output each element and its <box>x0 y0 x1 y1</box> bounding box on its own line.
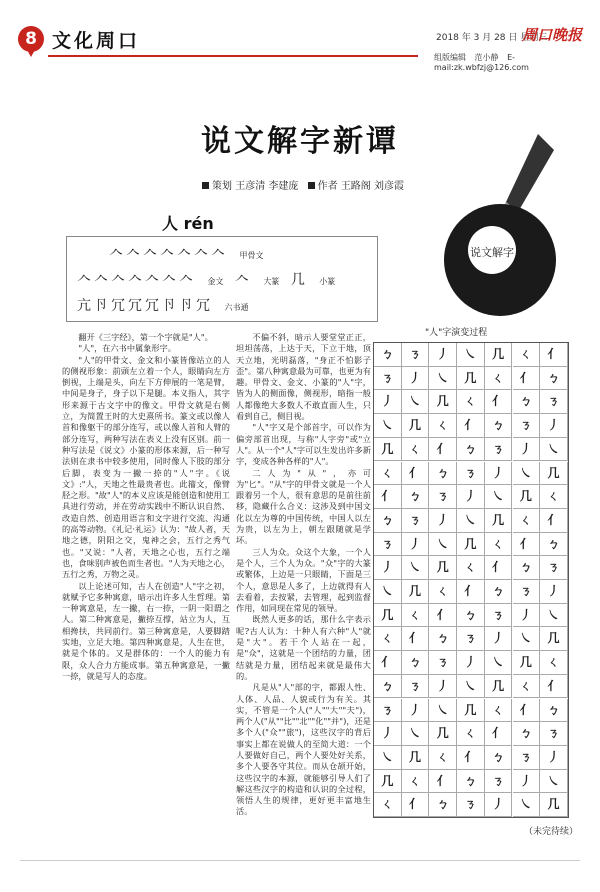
glyph-cell: ㄋ <box>485 604 513 628</box>
credit-planning-names: 王彦清 李建庞 <box>235 181 299 192</box>
glyph-cell: ㄑ <box>485 367 513 391</box>
glyph-cell: 几 <box>429 390 457 414</box>
glyph-cell: ㇏ <box>540 604 568 628</box>
sixbook-glyphs: 亢卪冗冗冗卪卪冗 <box>77 298 213 314</box>
masthead <box>0 0 600 72</box>
glyph-cell: ㄋ <box>374 533 402 557</box>
page-number-badge: 8 <box>18 26 44 52</box>
glyph-cell: 丿 <box>540 746 568 770</box>
glyph-cell: ㇏ <box>374 746 402 770</box>
glyph-cell: ㄋ <box>402 675 430 699</box>
glyph-cell: 丿 <box>485 627 513 651</box>
glyph-cell: 丿 <box>457 651 485 675</box>
glyph-cell: ㇏ <box>457 675 485 699</box>
glyph-cell: ㄅ <box>540 367 568 391</box>
oracle-glyphs: 𠆢𠆢𠆢𠆢𠆢𠆢𠆢 <box>109 246 228 262</box>
glyph-cell: ㄋ <box>374 699 402 723</box>
glyph-cell: 亻 <box>513 533 541 557</box>
glyph-cell: ㄅ <box>485 746 513 770</box>
glyph-cell: ㄋ <box>374 367 402 391</box>
to-be-continued: （未完待续） <box>524 827 579 837</box>
paragraph: 翻开《三字经》，第一个字就是"人"。 <box>78 332 213 342</box>
oracle-row <box>109 243 267 263</box>
glyph-cell: ㄋ <box>457 462 485 486</box>
glyph-cell: ㄋ <box>513 746 541 770</box>
editor-name: 范小静 <box>474 53 499 62</box>
glyph-cell: 丿 <box>513 770 541 794</box>
glyph-cell: 丿 <box>402 367 430 391</box>
glyph-cell: ㄑ <box>513 343 541 367</box>
glyph-cell: ㄑ <box>457 556 485 580</box>
credit-author-names: 王路阁 刘彦霞 <box>340 181 404 192</box>
glyph-cell: ㄑ <box>402 438 430 462</box>
glyph-cell: ㄑ <box>374 462 402 486</box>
glyph-cell: 几 <box>402 580 430 604</box>
glyph-cell: ㄑ <box>485 699 513 723</box>
glyph-cell: ㄅ <box>485 580 513 604</box>
glyph-cell: 丿 <box>402 533 430 557</box>
glyph-cell: 亻 <box>540 675 568 699</box>
small-seal-label: 小篆 <box>319 277 336 286</box>
glyph-cell: ㇏ <box>374 414 402 438</box>
glyph-cell: ㇏ <box>429 533 457 557</box>
glyph-cell: 几 <box>402 746 430 770</box>
glyph-cell: ㄅ <box>402 485 430 509</box>
glyph-cell: ㇏ <box>513 462 541 486</box>
glyph-cell: 几 <box>374 438 402 462</box>
glyph-cell: ㄅ <box>374 509 402 533</box>
paragraph: 既然人更多的话，那什么字表示呢?古人认为：十种人有六种"人"就是"大"。若干个人站在一起，是"众"，这就是一个团结的力量，团结就是力量，团结起来就是最伟大的。 <box>236 614 371 681</box>
glyph-cell: 丿 <box>540 580 568 604</box>
glyph-cell: ㄅ <box>457 438 485 462</box>
glyph-cell: ㄑ <box>429 746 457 770</box>
glyph-cell: ㄅ <box>513 722 541 746</box>
paragraph: "人"的甲骨文、金文和小篆皆像站立的人的侧视形象：前頭左立着一个人，眼睛向左方倒视，上端是头，向左下方伸展的一笔是臂，中间是身子，身子以下是腿。本义指人，其字形来源于古文字中的像文。甲骨文就是右侧立，为简置王时的大史熹所书。篆文或以像人首和像躯干的部分连写，或以像人首和人臂的部分连写，两种写法在表义上没有区别。前一种写法是《说文》小篆的形体来源，后一种写法则在隶书中较多使用，同时像人下肢的部分后脚，表变为一撇一捺的"人"字。《说文》:"人，天地之性最贵者也。此籀文，像臂胫之形。"故"人"的本义应该是能创造和使用工具进行劳动，并在劳动实践中不断认识自然、改造自然、创造用语言和文字进行交流、沟通的高等动物。《礼记·礼运》认为："故人者，天地之德，阴阳之交，鬼神之会，五行之秀气也。"又说："人者，天地之心也，五行之端也，食味别声被色而生者也。"人为天地之心，五行之秀，万物之灵。 <box>62 354 230 580</box>
paragraph: 凡是从"人"部的字，都跟人性、人体、人品、人貌或行为有关。其实，不管是一个人("人""大""夫")，两个人("从""比""北""化""并")，还是多个人("众""旅")，这些汉字的背后事实上都在说做人的至简大道：一个人要做好自己，两个人要处好关系，多个人要各守其位。而从仓颉开始，这些汉字的本源，就能够引导人们了解这些汉字的构造和认识的全过程，领悟人生的规律，更好更丰富地生活。 <box>236 682 371 817</box>
glyph-cell: ㄋ <box>402 509 430 533</box>
glyph-cell: 丿 <box>513 604 541 628</box>
glyph-cell: 几 <box>374 770 402 794</box>
glyph-cell: ㇏ <box>513 793 541 817</box>
glyph-cell: 亻 <box>540 343 568 367</box>
bronze-glyphs: 𠆢𠆢𠆢𠆢𠆢𠆢𠆢 <box>77 272 196 288</box>
glyph-cell: 亻 <box>540 509 568 533</box>
glyph-cell: 几 <box>429 556 457 580</box>
paragraph: "人"字又是个部首字，可以作为偏旁部首出现，与称"人字旁"或"立人"。从一个"人"字可以生发出许多新字，变成各种各样的"人"。 <box>236 422 371 467</box>
glyph-cell: 几 <box>540 627 568 651</box>
glyph-cell: ㄅ <box>513 390 541 414</box>
bronze-row <box>77 269 339 289</box>
glyph-cell: 丿 <box>485 793 513 817</box>
glyph-cell: ㄋ <box>429 651 457 675</box>
glyph-cell: ㄑ <box>429 414 457 438</box>
glyph-cell: 亻 <box>429 604 457 628</box>
large-seal-label: 大篆 <box>263 277 280 286</box>
glyph-cell: 几 <box>402 414 430 438</box>
glyph-cell: 亻 <box>402 627 430 651</box>
article-title: 说文解字新谭 <box>201 124 399 159</box>
glyph-cell: ㇏ <box>540 770 568 794</box>
ink-seal-illustration <box>426 132 574 320</box>
body-column-2 <box>236 332 371 818</box>
glyph-cell: ㄅ <box>485 414 513 438</box>
glyph-cell: 亻 <box>402 793 430 817</box>
glyph-cell: 丿 <box>429 509 457 533</box>
map-pin-icon <box>26 48 36 57</box>
body-column-1 <box>62 332 230 682</box>
character-heading: 人 rén <box>162 214 214 233</box>
editor-line <box>434 52 600 72</box>
glyph-cell: 几 <box>429 722 457 746</box>
glyph-cell: 亻 <box>374 651 402 675</box>
glyph-cell: ㄅ <box>429 462 457 486</box>
glyph-cell: 亻 <box>374 485 402 509</box>
glyph-cell: ㄅ <box>429 627 457 651</box>
editor-email: E-mail:zk.wbfzj@126.com <box>434 53 529 72</box>
glyph-cell: 亻 <box>485 722 513 746</box>
glyph-cell: 丿 <box>429 675 457 699</box>
glyph-cell: 几 <box>513 651 541 675</box>
credit-author-label: 作者 <box>317 181 338 192</box>
glyph-cell: ㄑ <box>402 770 430 794</box>
glyph-cell: ㄋ <box>540 556 568 580</box>
issue-date: 2018 年 3 月 28 日 星期三 <box>436 33 548 43</box>
glyph-cell: ㇏ <box>402 556 430 580</box>
glyph-cell: ㄅ <box>429 793 457 817</box>
glyph-cell: ㇏ <box>485 485 513 509</box>
sixbook-label: 六书通 <box>224 303 249 312</box>
glyph-cell: 几 <box>457 699 485 723</box>
glyph-cell: 几 <box>485 343 513 367</box>
glyph-cell: ㄑ <box>402 604 430 628</box>
bronze-label: 金文 <box>207 277 224 286</box>
paragraph: "人"，在六书中属象形字。 <box>78 343 176 354</box>
footer-rule <box>20 860 580 861</box>
paragraph: 二人为"从"，亦可为"匕"。"从"字的甲骨文就是一个人跟着另一个人，很有意思的是前往前移，隐藏什么合义：这涉及到中国文化以左为尊的中国传统，中国人以左为贵，以左为上，朝左跟随就是学坏。 <box>236 467 371 546</box>
paragraph: 不偏不斜，暗示人要堂堂正正，坦坦荡荡，上达于天，下立于地，顶天立地，光明磊落，"身正不怕影子歪"。第八种寓意最为可靠，也更为有趣。甲骨文、金文、小篆的"人"字，皆为人的侧面像，侧视形，暗指一般人都像绝大多数人不敢直面人生，只看到自己，侧目视。 <box>236 332 371 422</box>
glyph-cell: 亻 <box>457 580 485 604</box>
glyph-cell: ㄋ <box>513 580 541 604</box>
glyph-chart <box>66 236 378 322</box>
glyph-cell: ㄑ <box>374 627 402 651</box>
glyph-cell: ㄅ <box>457 770 485 794</box>
glyph-cell: 几 <box>485 675 513 699</box>
paragraph: 三人为众。众这个大象，一个人是个人，三个人为众。"众"字的大篆或繁体，上边是一只眼睛，下面是三个人，意思是人多了，上边就得有人去看着，去按紧，去管理，起到监督作用，如同现在常见的领导。 <box>236 546 371 614</box>
glyph-evolution-grid <box>373 342 569 818</box>
oracle-label: 甲骨文 <box>239 251 264 260</box>
glyph-cell: 亻 <box>429 770 457 794</box>
glyph-cell: ㇏ <box>429 699 457 723</box>
glyph-cell: ㄋ <box>540 390 568 414</box>
glyph-cell: 丿 <box>374 390 402 414</box>
glyph-cell: ㇏ <box>429 367 457 391</box>
header-divider <box>48 55 418 57</box>
glyph-cell: 丿 <box>374 722 402 746</box>
sixbook-row <box>77 295 252 315</box>
glyph-cell: ㄋ <box>485 770 513 794</box>
glyph-cell: ㇏ <box>457 343 485 367</box>
glyph-cell: ㄋ <box>429 485 457 509</box>
glyph-cell: ㇏ <box>485 651 513 675</box>
glyph-cell: 丿 <box>540 414 568 438</box>
glyph-cell: 丿 <box>402 699 430 723</box>
glyph-cell: ㇏ <box>374 580 402 604</box>
glyph-cell: 几 <box>374 604 402 628</box>
glyph-cell: 丿 <box>374 556 402 580</box>
glyph-cell: ㄅ <box>540 533 568 557</box>
glyph-cell: ㄋ <box>457 793 485 817</box>
glyph-cell: 几 <box>513 485 541 509</box>
glyph-cell: 丿 <box>429 343 457 367</box>
glyph-cell: 几 <box>485 509 513 533</box>
glyph-cell: 亻 <box>513 367 541 391</box>
credit-planning-label: 策划 <box>212 181 233 192</box>
glyph-cell: 丿 <box>513 438 541 462</box>
glyph-cell: ㇏ <box>402 390 430 414</box>
glyph-cell: 亻 <box>457 414 485 438</box>
glyph-cell: ㄅ <box>457 604 485 628</box>
glyph-cell: ㄑ <box>513 675 541 699</box>
glyph-cell: ㄋ <box>402 343 430 367</box>
glyph-cell: 亻 <box>485 556 513 580</box>
glyph-cell: ㄋ <box>457 627 485 651</box>
glyph-cell: 亻 <box>402 462 430 486</box>
glyph-cell: ㄑ <box>429 580 457 604</box>
glyph-cell: 几 <box>540 462 568 486</box>
glyph-cell: 亻 <box>513 699 541 723</box>
section-title: 文化周口 <box>52 30 141 52</box>
seal-glyph-small: 几 <box>290 272 308 288</box>
glyph-cell: ㄋ <box>485 438 513 462</box>
glyph-cell: ㄅ <box>402 651 430 675</box>
glyph-cell: ㄅ <box>513 556 541 580</box>
glyph-cell: 亻 <box>429 438 457 462</box>
newspaper-logo: 周口晚报 <box>522 26 583 44</box>
glyph-cell: ㄑ <box>540 485 568 509</box>
glyph-cell: ㇏ <box>513 627 541 651</box>
glyph-cell: ㄑ <box>540 651 568 675</box>
glyph-cell: ㄅ <box>374 675 402 699</box>
glyph-cell: ㄑ <box>374 793 402 817</box>
glyph-cell: ㇏ <box>540 438 568 462</box>
glyph-cell: ㄑ <box>457 390 485 414</box>
glyph-cell: ㄋ <box>513 414 541 438</box>
glyph-cell: ㄋ <box>540 722 568 746</box>
glyph-cell: 亻 <box>457 746 485 770</box>
glyph-cell: ㇏ <box>457 509 485 533</box>
seal-glyph-large: 𠆢 <box>234 272 252 288</box>
glyph-cell: 丿 <box>485 462 513 486</box>
figure-caption: "人"字演变过程 <box>425 328 488 338</box>
glyph-cell: ㄑ <box>513 509 541 533</box>
glyph-cell: ㄑ <box>457 722 485 746</box>
glyph-cell: 亻 <box>485 390 513 414</box>
glyph-cell: ㇏ <box>402 722 430 746</box>
glyph-cell: 几 <box>457 533 485 557</box>
glyph-cell: ㄑ <box>485 533 513 557</box>
glyph-cell: ㄅ <box>540 699 568 723</box>
paragraph: 以上论述可知，古人在创造"人"字之初，就赋予它多种寓意，暗示出许多人生哲理。第一种寓意是，左一撇，右一捺，一阴一阳谓之人。第二种寓意是，撇捺互撑，站立为人，互相搀扶，共同前行。第三种寓意是，人要脚踏实地，立足大地。第四种寓意是，人生在世，就是个体的。又是群体的：一个人的能力有限，众人合力方能成事。第五种寓意是，一撇一捺，就是写人的态度。 <box>62 580 230 681</box>
glyph-cell: 丿 <box>457 485 485 509</box>
glyph-cell: 几 <box>540 793 568 817</box>
glyph-cell: ㄅ <box>374 343 402 367</box>
seal-text: 说文解字 <box>470 246 514 259</box>
editor-role: 组版编辑 <box>434 53 466 62</box>
glyph-cell: 几 <box>457 367 485 391</box>
